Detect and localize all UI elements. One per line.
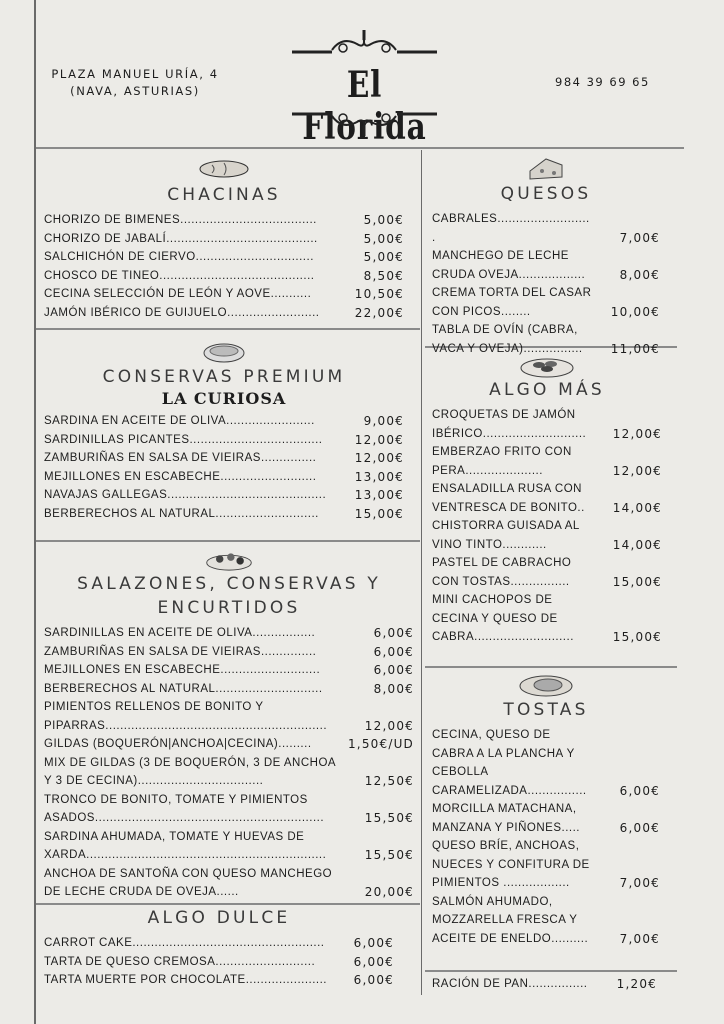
item-price: 5,00€ xyxy=(363,213,404,227)
menu-item xyxy=(44,211,404,230)
section-conservas xyxy=(44,337,404,523)
item-price: 5,00€ xyxy=(363,231,404,246)
section-algomas xyxy=(432,350,662,647)
item-name: CHORIZO DE JABALÍ......................................... xyxy=(44,232,318,245)
item-price: 13,00€ xyxy=(354,469,404,484)
item-price: 1,20€ xyxy=(616,977,657,991)
section-title: SALAZONES, CONSERVAS Y xyxy=(77,574,381,594)
section-title: TOSTAS xyxy=(503,700,589,720)
item-price: 6,00€ xyxy=(353,973,394,987)
item-name: BERBERECHOS AL NATURAL............................ xyxy=(44,507,319,520)
section-quesos xyxy=(432,152,660,358)
item-name: ENSALADILLA RUSA CON VENTRESCA DE BONITO.. xyxy=(432,483,585,514)
menu-item xyxy=(44,680,414,699)
item-name: QUESO BRÍE, ANCHOAS, NUECES Y CONFITURA DE PIMIENTOS .................. xyxy=(432,840,590,889)
item-name: ZAMBURIÑAS EN SALSA DE VIEIRAS............... xyxy=(44,452,317,464)
item-price: 12,00€ xyxy=(354,451,404,465)
item-name: MIX DE GILDAS (3 DE BOQUERÓN, 3 DE ANCHOA Y 3 DE CECINA).................................. xyxy=(44,756,336,787)
item-price: 6,00€ xyxy=(373,644,414,659)
item-price: 6,00€ xyxy=(373,626,414,640)
item-price: 7,00€ xyxy=(619,230,660,245)
section-title: QUESOS xyxy=(500,184,592,204)
item-price: 10,50€ xyxy=(354,287,404,301)
croquettes-plate-icon xyxy=(517,350,577,378)
menu-item xyxy=(432,443,662,480)
item-name: NAVAJAS GALLEGAS........................................... xyxy=(44,489,327,501)
menu-item xyxy=(432,480,662,517)
menu-item xyxy=(44,624,414,643)
section-salazones xyxy=(44,546,414,902)
item-name: TRONCO DE BONITO, TOMATE Y PIMIENTOS ASADOS.............................................................. xyxy=(44,793,325,824)
item-price: 6,00€ xyxy=(619,820,660,835)
section-title: ALGO MÁS xyxy=(489,380,605,400)
menu-item xyxy=(44,267,404,286)
item-name: ANCHOA DE SANTOÑA CON QUESO MANCHEGO DE LECHE CRUDA DE OVEJA...... xyxy=(44,867,333,898)
menu-item xyxy=(44,505,404,524)
item-price: 12,00€ xyxy=(364,718,414,733)
item-price: 12,50€ xyxy=(364,774,414,788)
section-title: ENCURTIDOS xyxy=(157,598,301,618)
phone-number: 984 39 69 65 xyxy=(555,75,650,89)
item-name: CECINA, QUESO DE CABRA A LA PLANCHA Y CEBOLLA CARAMELIZADA................ xyxy=(432,729,587,797)
item-name: TABLA DE OVÍN (CABRA, VACA Y OVEJA)................ xyxy=(432,324,583,355)
menu-item xyxy=(44,735,414,754)
item-name: CHORIZO DE BIMENES..................................... xyxy=(44,214,317,226)
menu-item xyxy=(44,304,404,323)
item-price: 10,00€ xyxy=(610,304,660,319)
section-chacinas xyxy=(44,155,404,322)
item-price: 15,00€ xyxy=(612,630,662,644)
column-divider xyxy=(421,150,422,995)
item-price: 5,00€ xyxy=(363,250,404,264)
item-price: 22,00€ xyxy=(354,305,404,320)
item-price: 8,00€ xyxy=(619,267,660,282)
menu-item xyxy=(44,643,414,662)
menu-item xyxy=(432,517,662,554)
item-price: 15,50€ xyxy=(364,811,414,825)
menu-item xyxy=(432,893,660,949)
item-name: MEJILLONES EN ESCABECHE........................... xyxy=(44,664,321,676)
section-title: ALGO DULCE xyxy=(147,908,291,928)
ornament-top-icon xyxy=(287,28,442,58)
menu-item xyxy=(44,486,404,505)
item-name: GILDAS (BOQUERÓN|ANCHOA|CECINA)......... xyxy=(44,738,312,750)
divider xyxy=(425,666,677,668)
menu-item xyxy=(44,285,404,304)
menu-item xyxy=(44,468,404,487)
left-border xyxy=(34,0,36,1024)
item-price: 12,00€ xyxy=(612,463,662,478)
item-price: 6,00€ xyxy=(373,663,414,677)
menu-item xyxy=(432,406,662,443)
ornament-bottom-icon xyxy=(287,108,442,138)
item-price: 14,00€ xyxy=(612,537,662,552)
menu-item xyxy=(432,837,660,893)
item-name: SALMÓN AHUMADO, MOZZARELLA FRESCA Y ACEITE DE ENELDO.......... xyxy=(432,895,589,945)
item-name: CHOSCO DE TINEO.......................................... xyxy=(44,269,315,282)
menu-item xyxy=(44,661,414,680)
menu-item xyxy=(44,828,414,865)
menu-item xyxy=(432,284,660,321)
item-name: PIMIENTOS RELLENOS DE BONITO Y PIPARRAS............................................................ xyxy=(44,701,328,732)
menu-item xyxy=(432,247,660,284)
sausage-icon xyxy=(194,155,254,183)
item-price: 7,00€ xyxy=(619,876,660,890)
menu-item xyxy=(44,791,414,828)
section-tostas xyxy=(432,670,660,948)
item-price: 12,00€ xyxy=(612,426,662,441)
item-name: RACIÓN DE PAN................ xyxy=(432,978,588,990)
menu-item xyxy=(44,412,404,431)
item-name: BERBERECHOS AL NATURAL............................. xyxy=(44,682,323,695)
menu-item xyxy=(432,800,660,837)
menu-item xyxy=(432,554,662,591)
section-pan xyxy=(432,975,657,994)
tapas-plate-icon xyxy=(199,546,259,572)
item-name: SARDINILLAS PICANTES.................................... xyxy=(44,433,323,446)
item-name: CHISTORRA GUISADA AL VINO TINTO............ xyxy=(432,520,580,551)
cheese-icon xyxy=(516,152,576,182)
item-name: EMBERZAO FRITO CON PERA..................... xyxy=(432,446,572,477)
item-name: CABRALES.......................... xyxy=(432,213,590,244)
section-title: CHACINAS xyxy=(167,185,281,205)
divider xyxy=(36,540,420,542)
menu-item xyxy=(44,248,404,267)
menu-item xyxy=(44,431,404,450)
item-price: 9,00€ xyxy=(363,414,404,428)
menu-item xyxy=(432,210,660,247)
item-name: MANCHEGO DE LECHE CRUDA OVEJA.................. xyxy=(432,250,586,281)
menu-item xyxy=(432,975,657,994)
item-name: ZAMBURIÑAS EN SALSA DE VIEIRAS............... xyxy=(44,645,317,658)
toast-icon xyxy=(516,670,576,698)
address-line-1: PLAZA MANUEL URÍA, 4 xyxy=(51,67,219,81)
item-price: 7,00€ xyxy=(619,931,660,946)
divider xyxy=(36,903,420,905)
item-price: 6,00€ xyxy=(619,783,660,798)
menu-item xyxy=(44,449,404,468)
item-name: TARTA DE QUESO CREMOSA........................... xyxy=(44,955,316,968)
item-price: 6,00€ xyxy=(353,936,394,950)
item-name: CROQUETAS DE JAMÓN IBÉRICO............................ xyxy=(432,409,587,440)
divider xyxy=(36,328,420,330)
brand-logo-la-curiosa: LA CURIOSA xyxy=(161,389,287,408)
menu-item xyxy=(432,591,662,647)
item-price: 15,00€ xyxy=(354,506,404,521)
item-price: 20,00€ xyxy=(364,885,414,899)
address-line-2: (NAVA, ASTURIAS) xyxy=(70,84,200,98)
divider xyxy=(425,970,677,972)
item-price: 11,00€ xyxy=(610,341,660,356)
item-price: 1,50€/UD xyxy=(347,737,414,751)
item-price: 15,00€ xyxy=(612,574,662,589)
item-name: JAMÓN IBÉRICO DE GUIJUELO......................... xyxy=(44,306,320,319)
item-name: MEJILLONES EN ESCABECHE.......................... xyxy=(44,470,317,483)
item-price: 13,00€ xyxy=(354,488,404,502)
restaurant-logo xyxy=(262,28,467,148)
menu-item xyxy=(44,754,414,791)
item-price: 14,00€ xyxy=(612,500,662,515)
item-name: SARDINA AHUMADA, TOMATE Y HUEVAS DE XARDA................................................................. xyxy=(44,830,327,861)
item-price: 6,00€ xyxy=(353,954,394,969)
section-dulce xyxy=(44,906,394,990)
item-name: CECINA SELECCIÓN DE LEÓN Y AOVE........... xyxy=(44,288,312,300)
item-name: SALCHICHÓN DE CIERVO................................ xyxy=(44,251,314,263)
item-name: TARTA MUERTE POR CHOCOLATE...................... xyxy=(44,974,328,986)
menu-item xyxy=(432,726,660,800)
item-name: CARROT CAKE.................................................... xyxy=(44,937,325,949)
menu-item xyxy=(44,934,394,953)
item-price: 8,00€ xyxy=(373,681,414,696)
item-name: MORCILLA MATACHANA, MANZANA Y PIÑONES..... xyxy=(432,803,580,834)
item-price: 8,50€ xyxy=(363,268,404,283)
address xyxy=(50,66,220,100)
item-price: 15,50€ xyxy=(364,848,414,862)
section-title: CONSERVAS PREMIUM xyxy=(102,367,346,387)
menu-item xyxy=(44,698,414,735)
menu-item xyxy=(44,953,394,972)
tin-can-icon xyxy=(194,337,254,365)
restaurant-name: El Florida xyxy=(302,64,427,148)
item-name: MINI CACHOPOS DE CECINA Y QUESO DE CABRA........................... xyxy=(432,594,574,643)
menu-item xyxy=(44,865,414,902)
item-name: CREMA TORTA DEL CASAR CON PICOS........ xyxy=(432,287,592,318)
menu-item xyxy=(44,230,404,249)
item-name: SARDINA EN ACEITE DE OLIVA........................ xyxy=(44,415,315,427)
item-name: PASTEL DE CABRACHO CON TOSTAS................ xyxy=(432,557,572,588)
item-name: SARDINILLAS EN ACEITE DE OLIVA................. xyxy=(44,627,316,639)
item-price: 12,00€ xyxy=(354,432,404,447)
menu-item xyxy=(44,971,394,990)
